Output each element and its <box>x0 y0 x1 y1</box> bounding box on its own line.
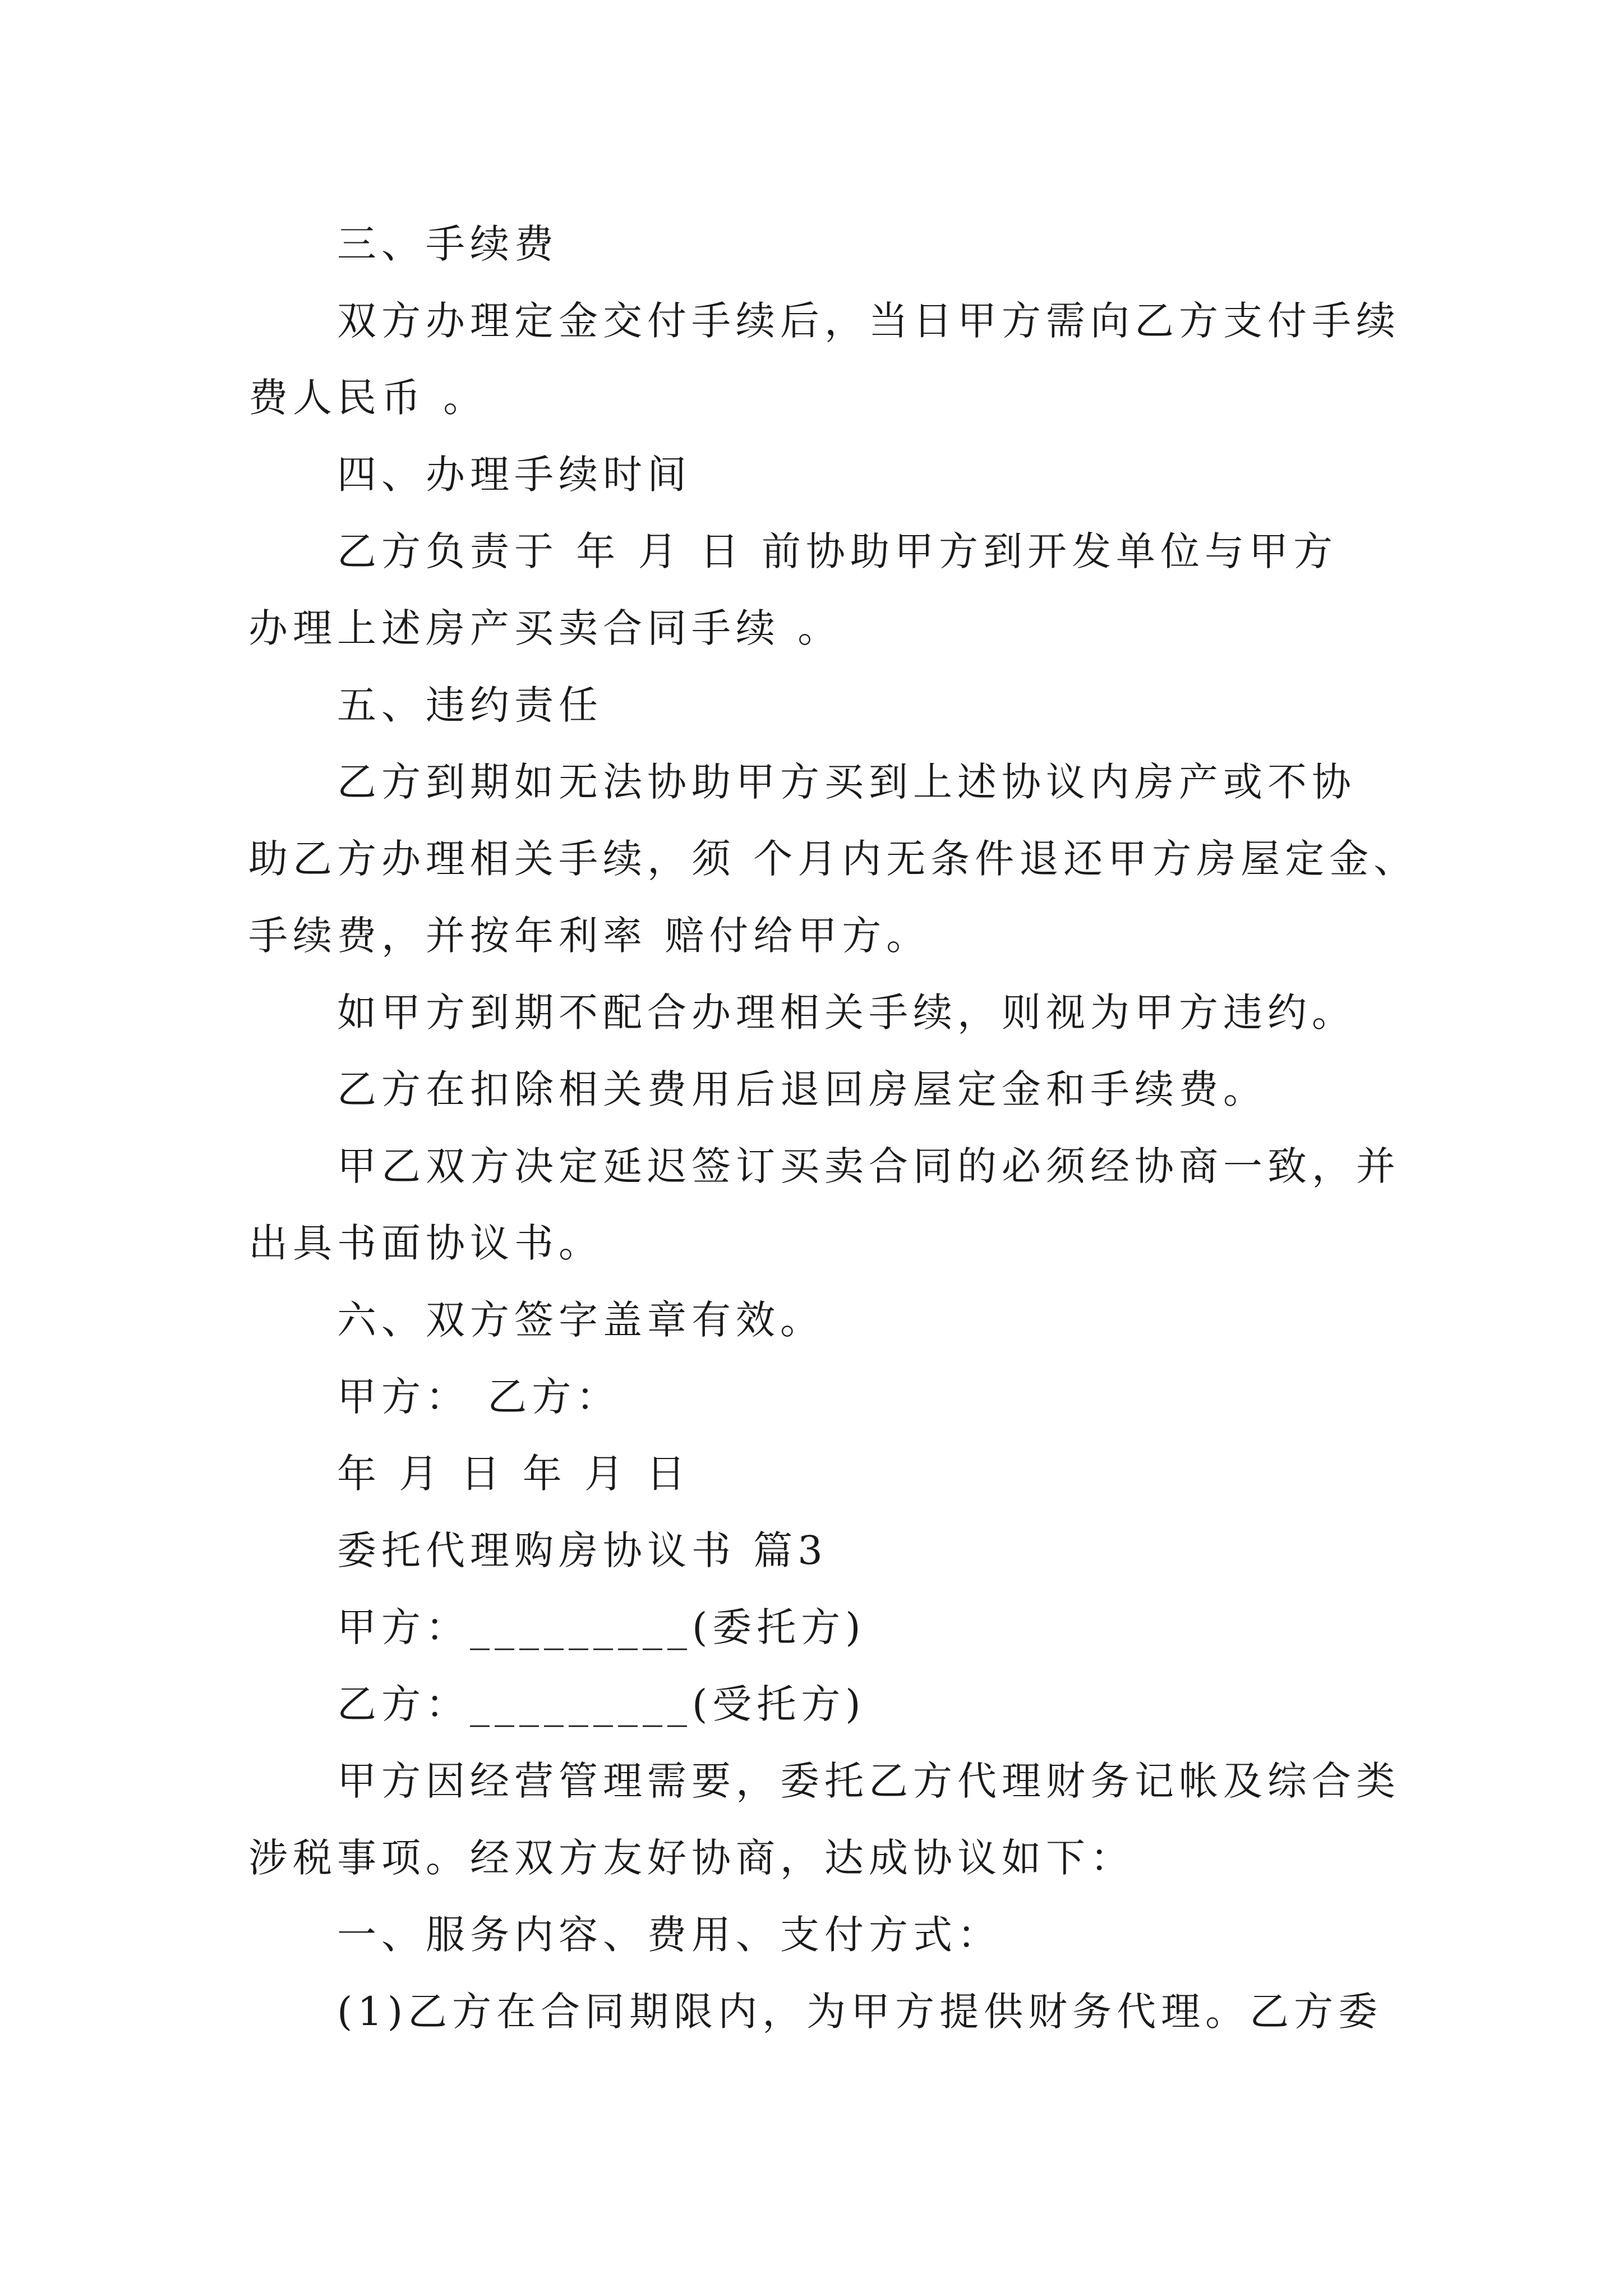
paragraph-line: (1)乙方在合同期限内，为甲方提供财务代理。乙方委 <box>337 1989 1383 2035</box>
document-title: 委托代理购房协议书 篇3 <box>337 1527 828 1573</box>
signature-parties: 甲方： 乙方： <box>337 1374 621 1420</box>
paragraph-line: 费人民币 。 <box>248 375 488 421</box>
section-heading-services: 一、服务内容、费用、支付方式： <box>337 1912 1002 1958</box>
paragraph-line: 办理上述房产买卖合同手续 。 <box>248 605 842 651</box>
paragraph-line: 出具书面协议书。 <box>248 1220 603 1266</box>
paragraph-line: 甲方因经营管理需要，委托乙方代理财务记帐及综合类 <box>337 1758 1400 1804</box>
party-a-line: 甲方：_________(委托方) <box>337 1604 866 1650</box>
signature-dates: 年 月 日 年 月 日 <box>337 1451 691 1497</box>
section-heading-signature: 六、双方签字盖章有效。 <box>337 1297 824 1343</box>
party-b-line: 乙方：_________(受托方) <box>337 1681 866 1727</box>
paragraph-line: 如甲方到期不配合办理相关手续，则视为甲方违约。 <box>337 990 1356 1036</box>
section-heading-time: 四、办理手续时间 <box>337 452 691 498</box>
paragraph-line: 乙方在扣除相关费用后退回房屋定金和手续费。 <box>337 1066 1267 1112</box>
section-heading-fee: 三、手续费 <box>337 221 559 267</box>
paragraph-line: 双方办理定金交付手续后，当日甲方需向乙方支付手续 <box>337 298 1400 344</box>
paragraph-line: 乙方到期如无法协助甲方买到上述协议内房产或不协 <box>337 759 1356 805</box>
paragraph-line: 甲乙双方决定延迟签订买卖合同的必须经协商一致，并 <box>337 1143 1400 1189</box>
paragraph-line: 涉税事项。经双方友好协商，达成协议如下： <box>248 1835 1135 1881</box>
paragraph-line: 助乙方办理相关手续，须 个月内无条件退还甲方房屋定金、 <box>248 836 1418 882</box>
paragraph-line: 手续费，并按年利率 赔付给甲方。 <box>248 913 931 959</box>
section-heading-liability: 五、违约责任 <box>337 682 603 728</box>
paragraph-line: 乙方负责于 年 月 日 前协助甲方到开发单位与甲方 <box>337 528 1338 574</box>
